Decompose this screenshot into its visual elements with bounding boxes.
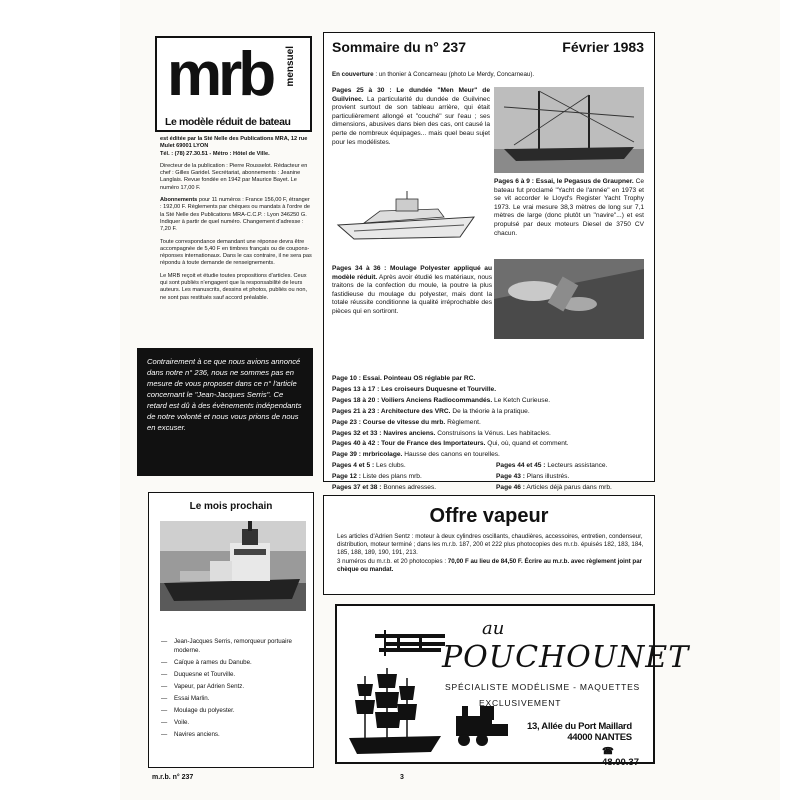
list-item: Pages 44 et 45 : Lecteurs assistance. <box>496 462 608 469</box>
sailboat-photo <box>494 87 644 173</box>
advert-illustration <box>345 612 445 760</box>
masthead-subtitle: Le modèle réduit de bateau <box>165 116 291 128</box>
steam-offer-title: Offre vapeur <box>429 505 549 527</box>
list-item: Pages 40 à 42 : Tour de France des Importateurs. Qui, où, quand et comment. <box>332 440 569 448</box>
advert-speciality: SPÉCIALISTE MODÉLISME - MAQUETTES <box>445 682 641 692</box>
next-month-list <box>161 638 309 743</box>
list-item: Pages 4 et 5 : Les clubs. <box>332 462 406 469</box>
list-item: Pages 32 et 33 : Navires anciens. Construisons la Vénus. Les habitacles. <box>332 429 551 437</box>
next-month-box <box>148 492 314 768</box>
advert-exclusive: EXCLUSIVEMENT <box>479 698 562 708</box>
apology-notice: Contrairement à ce que nous avions annoncé dans notre n° 236, nous ne sommes pas en mesure de vous proposer dans ce n° l'article concernant le "Jean-Jacques Serris". Ce retard est dû à des évènements indépendants de notre volonté et nous vous prions de nous en excuser. <box>137 348 313 476</box>
advert-shop-name: POUCHOUNET <box>442 640 690 675</box>
list-item: — Voile. <box>161 719 309 728</box>
list-item: Pages 21 à 23 : Architecture des VRC. De la théorie à la pratique. <box>332 407 530 415</box>
list-item: Page 39 : mrbricolage. Hausse des canons en tourelles. <box>332 451 500 459</box>
list-item: Page 43 : Plans illustrés. <box>496 472 570 480</box>
summary-date: Février 1983 <box>562 39 644 55</box>
list-item: Page 10 : Essai. Pointeau OS réglable par RC. <box>332 375 476 382</box>
list-item: — Vapeur, par Adrien Sentz. <box>161 683 309 692</box>
footer-issue: m.r.b. n° 237 <box>152 774 194 781</box>
list-item: — Moulage du polyester. <box>161 707 309 716</box>
steam-offer-box <box>323 495 655 595</box>
article-pegasus: Pages 6 à 9 : Essai, le Pegasus de Graupner. Ce bateau fut proclamé "Yacht de l'année" en 1973 et se vit accorder le Lloyd's Register Yacht Trophy 1973. Le vrai mesure 38,3 mètres de long sur 7,1 mètres de large (donc plutôt un "navire"...) et est propulsé par deux moteurs Diesel de 3750 CV chacun. <box>494 178 645 237</box>
advert-au: au <box>482 618 505 639</box>
article-polyester: Pages 34 à 36 : Moulage Polyester appliqué au modèle réduit. Après avoir étudié les matériaux, nous traitons de la confection du moule, la poutre la plus fastidieuse du moulage du polyester, mais dont la totale réussite conditionne la qualité irréprochable des pièces qui en sortiront. <box>332 265 492 315</box>
publisher-abonnements: Abonnements pour 11 numéros : France 156,00 F, étranger : 192,00 F. Règlements par chèques ou mandats à l'ordre de la Sté Nelle des Publications MRA-C.C.P. : Lyon 346250 G. Indiquer à partir de quel numéro. Changement d'adresse : 7,20 F. <box>160 197 311 233</box>
page-number: 3 <box>400 774 404 781</box>
pouchounet-advert <box>335 604 690 768</box>
list-item: Pages 13 à 17 : Les croiseurs Duquesne et Tourville. <box>332 385 497 393</box>
next-month-title: Le mois prochain <box>189 501 273 512</box>
list-item: Page 12 : Liste des plans mrb. <box>332 472 422 480</box>
phone-icon: ☎ <box>602 746 614 757</box>
left-margin <box>0 0 120 800</box>
table-of-contents <box>323 32 655 491</box>
advert-address: 13, Allée du Port Maillard 44000 NANTES <box>527 721 632 743</box>
publisher-line2: Tél. : (78) 27.30.51 - Métro : Hôtel de Ville. <box>160 150 270 157</box>
tugboat-photo <box>160 521 306 611</box>
cover-caption: En couverture : un thonier à Concarneau (photo Le Merdy, Concarneau). <box>332 71 535 78</box>
molding-photo <box>494 259 644 339</box>
list-item: — Duquesne et Tourville. <box>161 671 309 680</box>
rubric-col-left <box>332 461 436 494</box>
yacht-photo <box>334 191 479 249</box>
list-item: Page 46 : Articles déjà parus dans mrb. <box>496 483 612 491</box>
advert-phone: ☎ 48.00.37 <box>602 746 639 768</box>
publisher-line1: est éditée par la Sté Nelle des Publications MRA, 12 rue Mulet 69001 LYON <box>160 136 308 150</box>
list-item: — Jean-Jacques Serris, remorqueur portuaire moderne. <box>161 638 309 655</box>
publisher-info <box>160 136 312 307</box>
publisher-propositions: Le MRB reçoit et étudie toutes propositions d'articles. Ceux qui sont publiés n'engagent que la responsabilité de leurs auteurs. Les manuscrits, dessins et photos, publiés ou non, ne sont pas restitués sauf accord préalable. <box>160 272 308 301</box>
rubric-col-right <box>496 461 612 494</box>
list-item: Pages 37 et 38 : Bonnes adresses. <box>332 483 437 491</box>
list-item: — Navires anciens. <box>161 731 309 740</box>
steam-offer-text: Les articles d'Adrien Sentz : moteur à deux cylindres oscillants, chaudières, accessoires, entretien, condenseur, distribution, moteur terminé ; dans les m.r.b. 187, 200 et 222 plus photocopies des m.r.b. épuisés 182, 183, 184, 185, 188, 189, 190, 191, 213. 3 numéros du m.r.b. et 20 photocopies : 70,00 F au lieu de 84,50 F. Écrire au m.r.b. avec règlement joint par chèque ou mandat. <box>337 533 644 573</box>
right-margin <box>780 0 800 800</box>
article-list <box>332 374 650 461</box>
list-item: — Caïque à rames du Danube. <box>161 659 309 668</box>
list-item: — Essai Marlin. <box>161 695 309 704</box>
masthead-periodicity: mensuel <box>285 46 296 87</box>
list-item: Page 23 : Course de vitesse du mrb. Règlement. <box>332 418 481 426</box>
summary-title: Sommaire du n° 237 <box>332 39 466 55</box>
article-dundee: Pages 25 à 30 : Le dundée "Men Meur" de Guilvinec. La particularité du dundée de Guilvinec provient surtout de son tableau arrière, qui était particulièrement allongé et "couché" sur l'eau ; ses dimensions, abusives dans bien des cas, ont causé la perte de nombreux équipages... mais quel beau sujet pour les modélistes. <box>332 87 490 146</box>
masthead <box>155 36 312 132</box>
publisher-staff: Directeur de la publication : Pierre Rousselot. Rédacteur en chef : Gilles Garidel. Secrétariat, abonnements : Jeanine Langlais. Revue fondée en 1942 par Maurice Bayet. Le numéro 17,00 F. <box>160 162 308 191</box>
masthead-logo: mrb <box>167 40 273 109</box>
publisher-correspondance: Toute correspondance demandant une réponse devra être accompagnée de 5,40 F en timbres français ou de coupons-réponses internationaux. Dans le cas contraire, il ne sera pas répondu à toute demande de renseignements. <box>160 238 312 267</box>
list-item: Pages 18 à 20 : Voiliers Anciens Radiocommandés. Le Ketch Curieuse. <box>332 396 551 404</box>
